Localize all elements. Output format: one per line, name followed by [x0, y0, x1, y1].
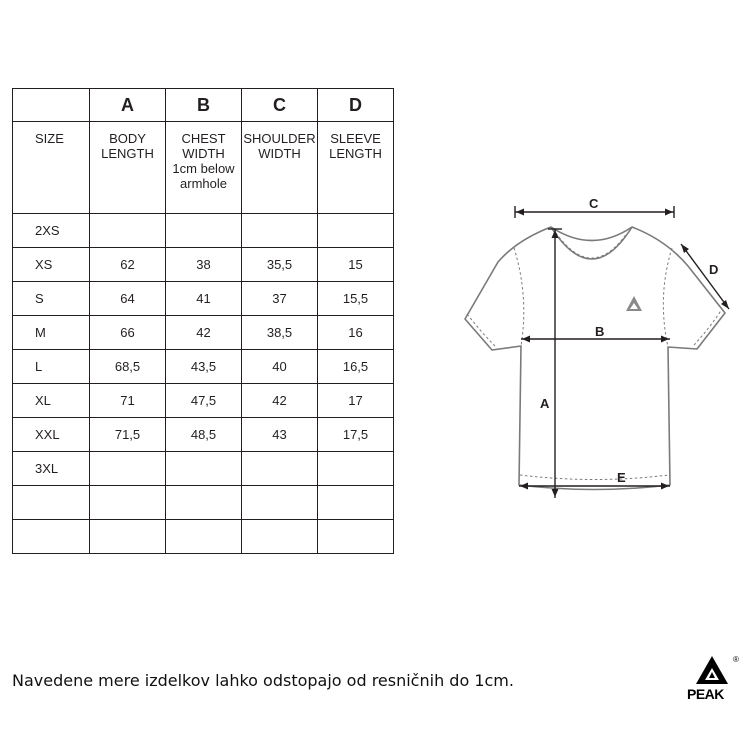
header-line: 1cm below	[172, 161, 235, 176]
measurement-cell: 43	[242, 418, 318, 452]
measurement-cell: 15	[318, 248, 394, 282]
letter-cell-empty	[13, 89, 90, 122]
measurement-header-row	[13, 122, 394, 214]
measurement-cell	[242, 520, 318, 554]
size-cell: L	[13, 350, 90, 384]
body-length-header	[90, 122, 166, 214]
measurement-cell: 43,5	[166, 350, 242, 384]
header-line: LENGTH	[329, 146, 382, 161]
measurement-cell	[166, 486, 242, 520]
measurement-cell: 40	[242, 350, 318, 384]
letter-cell-b: B	[166, 89, 242, 122]
label-b: B	[595, 324, 605, 339]
measurement-cell: 15,5	[318, 282, 394, 316]
size-chart-table	[12, 88, 394, 554]
column-letter-row	[13, 89, 394, 122]
letter-cell-a: A	[90, 89, 166, 122]
measurement-cell: 16,5	[318, 350, 394, 384]
measurement-arrows	[515, 206, 729, 498]
table-row	[13, 248, 394, 282]
measurement-cell	[318, 520, 394, 554]
measurement-tolerance-note: Navedene mere izdelkov lahko odstopajo od resničnih do 1cm.	[12, 671, 514, 690]
table-row	[13, 350, 394, 384]
sleeve-length-header	[318, 122, 394, 214]
size-cell: XXL	[13, 418, 90, 452]
table-row	[13, 316, 394, 350]
measurement-cell: 41	[166, 282, 242, 316]
brand-name: PEAK	[687, 686, 724, 702]
measurement-cell: 17	[318, 384, 394, 418]
header-line: WIDTH	[182, 146, 225, 161]
tshirt-measurement-diagram	[455, 198, 745, 508]
size-cell: XL	[13, 384, 90, 418]
header-line: CHEST	[181, 131, 226, 146]
size-cell: 2XS	[13, 214, 90, 248]
header-line: SHOULDER	[243, 131, 316, 146]
measurement-cell	[90, 452, 166, 486]
measurement-cell: 48,5	[166, 418, 242, 452]
measurement-cell	[90, 486, 166, 520]
size-cell: XS	[13, 248, 90, 282]
measurement-cell: 66	[90, 316, 166, 350]
measurement-cell: 42	[242, 384, 318, 418]
measurement-cell: 42	[166, 316, 242, 350]
table-row	[13, 214, 394, 248]
measurement-cell	[242, 452, 318, 486]
measurement-cell	[242, 486, 318, 520]
table-row	[13, 452, 394, 486]
table-row	[13, 282, 394, 316]
measurement-cell: 47,5	[166, 384, 242, 418]
table-row	[13, 486, 394, 520]
measurement-cell: 17,5	[318, 418, 394, 452]
table-row	[13, 384, 394, 418]
size-cell	[13, 486, 90, 520]
measurement-cell: 62	[90, 248, 166, 282]
letter-cell-d: D	[318, 89, 394, 122]
label-d: D	[709, 262, 719, 277]
registered-mark: ®	[733, 655, 739, 664]
label-a: A	[540, 396, 550, 411]
measurement-cell	[166, 520, 242, 554]
measurement-cell	[242, 214, 318, 248]
measurement-cell	[90, 520, 166, 554]
label-e: E	[617, 470, 626, 485]
measurement-cell	[318, 486, 394, 520]
measurement-cell	[318, 452, 394, 486]
measurement-cell: 38	[166, 248, 242, 282]
measurement-cell: 64	[90, 282, 166, 316]
table-row	[13, 418, 394, 452]
measurement-cell	[166, 452, 242, 486]
measurement-cell: 35,5	[242, 248, 318, 282]
chest-width-header	[166, 122, 242, 214]
size-cell	[13, 520, 90, 554]
tshirt-outline	[465, 227, 725, 490]
header-line: armhole	[180, 176, 227, 191]
measurement-cell: 68,5	[90, 350, 166, 384]
header-line: SLEEVE	[330, 131, 381, 146]
measurement-cell	[166, 214, 242, 248]
shoulder-width-header	[242, 122, 318, 214]
letter-cell-c: C	[242, 89, 318, 122]
measurement-cell	[318, 214, 394, 248]
peak-triangle-icon	[626, 296, 642, 311]
size-cell: S	[13, 282, 90, 316]
measurement-cell: 37	[242, 282, 318, 316]
measurement-cell: 71,5	[90, 418, 166, 452]
measurement-cell: 71	[90, 384, 166, 418]
size-header: SIZE	[13, 122, 90, 214]
measurement-cell	[90, 214, 166, 248]
header-line: BODY	[109, 131, 146, 146]
label-c: C	[589, 198, 599, 211]
measurement-cell: 16	[318, 316, 394, 350]
header-line: WIDTH	[258, 146, 301, 161]
size-cell: M	[13, 316, 90, 350]
size-cell: 3XL	[13, 452, 90, 486]
table-row	[13, 520, 394, 554]
measurement-cell: 38,5	[242, 316, 318, 350]
header-line: LENGTH	[101, 146, 154, 161]
